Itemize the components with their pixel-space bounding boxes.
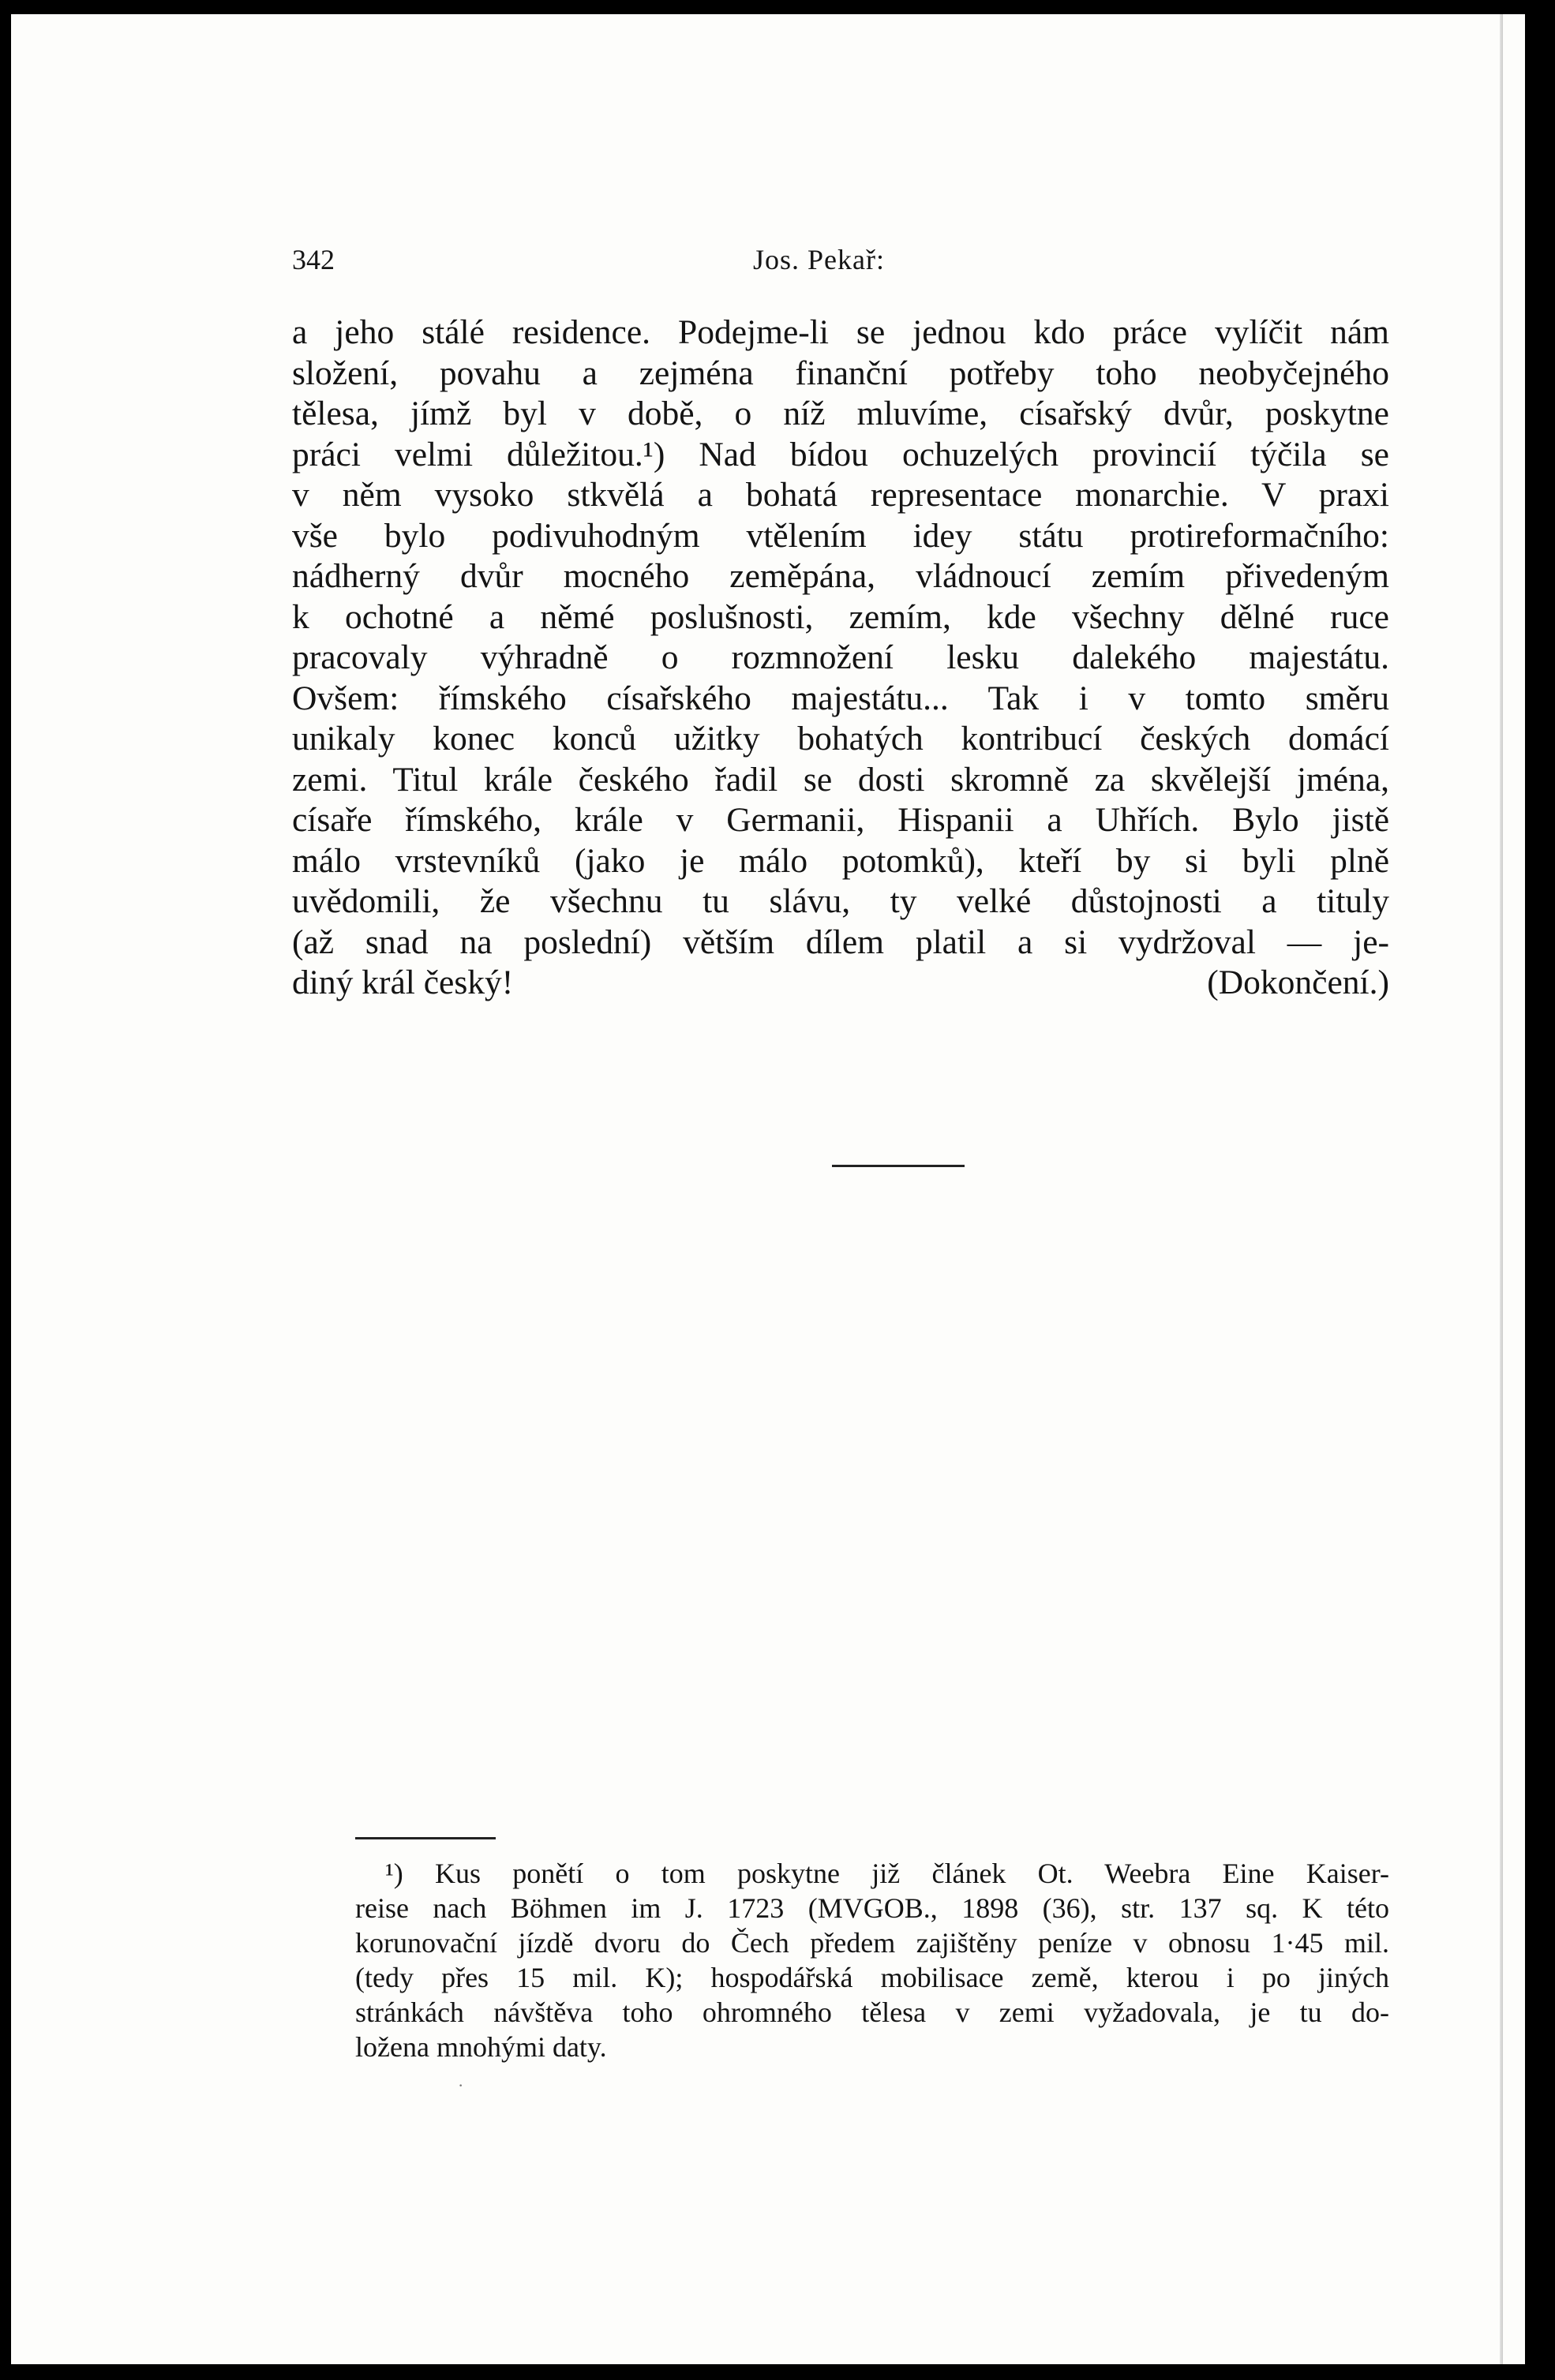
footnote-line: reise nach Böhmen im J. 1723 (MVGOB., 1898 (36), str. 137 sq. K této xyxy=(355,1892,1389,1924)
scan-speck: · xyxy=(458,2075,464,2095)
footnote-line: ložena mnohými daty. xyxy=(355,2031,607,2063)
body-line: a jeho stálé residence. Podejme-li se jednou kdo práce vylíčit nám xyxy=(292,313,1389,351)
running-head: Jos. Pekař: xyxy=(753,244,885,275)
footnote xyxy=(355,1856,1389,2064)
body-line: složení, povahu a zejména finanční potřeby toho neobyčejného xyxy=(292,354,1389,392)
body-line: unikaly konec konců užitky bohatých kontribucí českých domácí xyxy=(292,720,1389,758)
body-line: tělesa, jímž byl v době, o níž mluvíme, císařský dvůr, poskytne xyxy=(292,395,1389,432)
body-line: diný král český! xyxy=(292,964,514,1001)
footnote-line: (tedy přes 15 mil. K); hospodářská mobilisace země, kterou i po jiných xyxy=(355,1962,1389,1993)
body-last-line xyxy=(292,963,1389,1004)
page-number: 342 xyxy=(292,244,335,275)
body-line: nádherný dvůr mocného zeměpána, vládnoucí zemím přivedeným xyxy=(292,557,1389,595)
body-line: práci velmi důležitou.¹) Nad bídou ochuzelých provincií týčila se xyxy=(292,435,1389,473)
body-line: císaře římského, krále v Germanii, Hispanii a Uhřích. Bylo jistě xyxy=(292,801,1389,839)
body-line: k ochotné a němé poslušnosti, zemím, kde všechny dělné ruce xyxy=(292,597,1389,636)
body-line: vše bylo podivuhodným vtělením idey státu protireformačního: xyxy=(292,516,1389,555)
body-line: málo vrstevníků (jako je málo potomků), kteří by si byli plně xyxy=(292,841,1389,880)
body-line: zemi. Titul krále českého řadil se dosti skromně za skvělejší jména, xyxy=(292,760,1389,799)
body-line: uvědomili, že všechnu tu slávu, ty velké důstojnosti a tituly xyxy=(292,882,1389,920)
continuation-note: (Dokončení.) xyxy=(1207,964,1389,1001)
page-header xyxy=(292,243,1389,290)
scan-edge-shadow xyxy=(1500,14,1503,2364)
section-divider xyxy=(832,1165,965,1167)
footnote-line: ¹) Kus ponětí o tom poskytne již článek Ot. Weebra Eine Kaiser- xyxy=(385,1858,1389,1889)
body-line: v něm vysoko stkvělá a bohatá representace monarchie. V praxi xyxy=(292,476,1389,514)
book-page xyxy=(11,14,1525,2364)
footnote-rule xyxy=(355,1837,496,1839)
footnote-line: korunovační jízdě dvoru do Čech předem zajištěny peníze v obnosu 1·45 mil. xyxy=(355,1927,1389,1959)
body-line: Ovšem: římského císařského majestátu... Tak i v tomto směru xyxy=(292,679,1389,717)
body-line: (až snad na poslední) větším dílem platil a si vydržoval — je- xyxy=(292,922,1389,961)
body-text xyxy=(292,312,1389,1004)
footnote-line: stránkách návštěva toho ohromného tělesa v zemi vyžadovala, je tu do- xyxy=(355,1996,1389,2028)
body-line: pracovaly výhradně o rozmnožení lesku dalekého majestátu. xyxy=(292,638,1389,676)
